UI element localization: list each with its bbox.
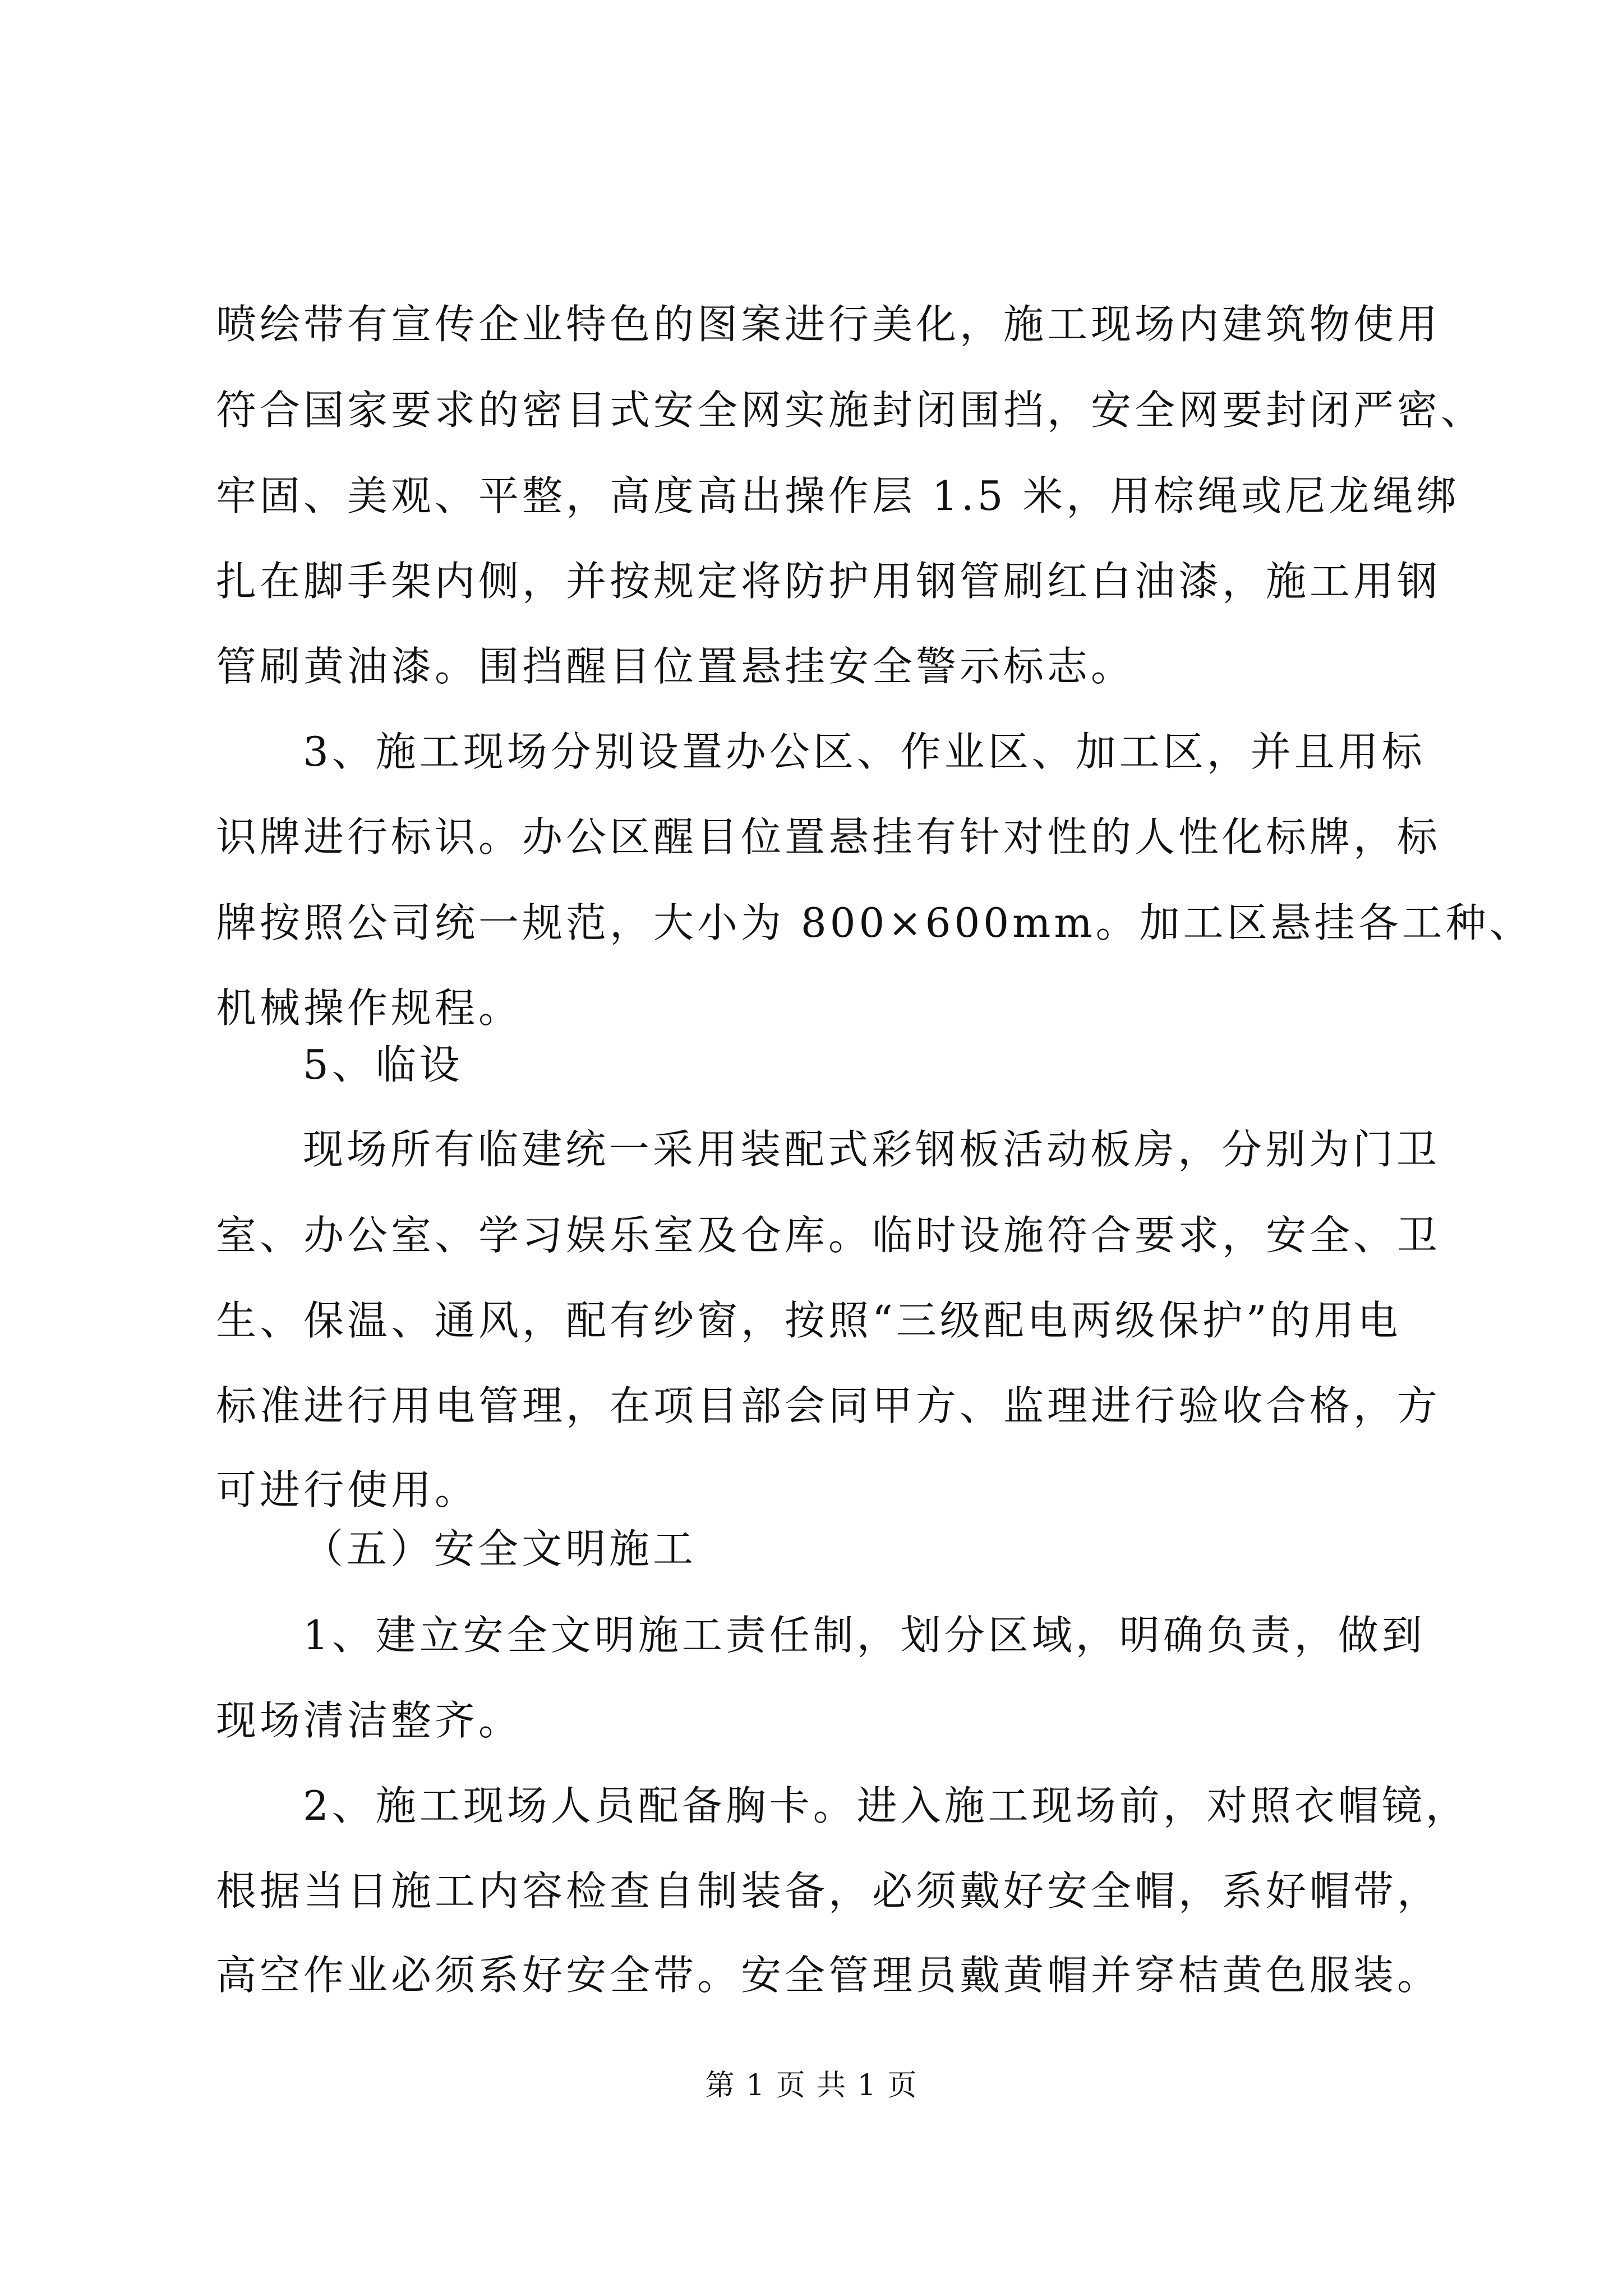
body-text-line: 牢固、美观、平整，高度高出操作层 1.5 米，用棕绳或尼龙绳绑 (216, 472, 1460, 519)
body-text-line: 1、建立安全文明施工责任制，划分区域，明确负责，做到 (303, 1612, 1426, 1659)
body-text-line: 标准进行用电管理，在项目部会同甲方、监理进行验收合格，方 (216, 1382, 1441, 1429)
body-text-line: 3、施工现场分别设置办公区、作业区、加工区，并且用标 (303, 728, 1426, 775)
body-text-line: 机械操作规程。 (216, 984, 523, 1032)
body-text-line: 根据当日施工内容检查自制装备，必须戴好安全帽，系好帽带， (216, 1867, 1441, 1915)
body-text-line: 牌按照公司统一规范，大小为 800×600mm。加工区悬挂各工种、 (216, 899, 1533, 946)
body-text-line: 高空作业必须系好安全带。安全管理员戴黄帽并穿桔黄色服装。 (216, 1952, 1441, 1999)
body-text-line: 生、保温、通风，配有纱窗，按照“三级配电两级保护”的用电 (216, 1297, 1401, 1344)
body-text-line: 符合国家要求的密目式安全网实施封闭围挡，安全网要封闭严密、 (216, 386, 1485, 434)
page-footer: 第 1 页 共 1 页 (705, 2069, 918, 2102)
body-text-line: 识牌进行标识。办公区醒目位置悬挂有针对性的人性化标牌，标 (216, 813, 1441, 861)
body-text-line: 2、施工现场人员配备胸卡。进入施工现场前，对照衣帽镜， (303, 1782, 1469, 1829)
body-text-line: 现场清洁整齐。 (216, 1697, 523, 1744)
section-heading: 5、临设 (303, 1041, 463, 1088)
body-text-line: 现场所有临建统一采用装配式彩钢板活动板房，分别为门卫 (303, 1126, 1441, 1173)
body-text-line: 管刷黄油漆。围挡醒目位置悬挂安全警示标志。 (216, 643, 1135, 690)
body-text-line: 可进行使用。 (216, 1466, 479, 1513)
body-text-line: 喷绘带有宣传企业特色的图案进行美化，施工现场内建筑物使用 (216, 301, 1441, 348)
section-heading: （五）安全文明施工 (303, 1525, 697, 1572)
body-text-line: 扎在脚手架内侧，并按规定将防护用钢管刷红白油漆，施工用钢 (216, 558, 1441, 605)
body-text-line: 室、办公室、学习娱乐室及仓库。临时设施符合要求，安全、卫 (216, 1212, 1441, 1259)
